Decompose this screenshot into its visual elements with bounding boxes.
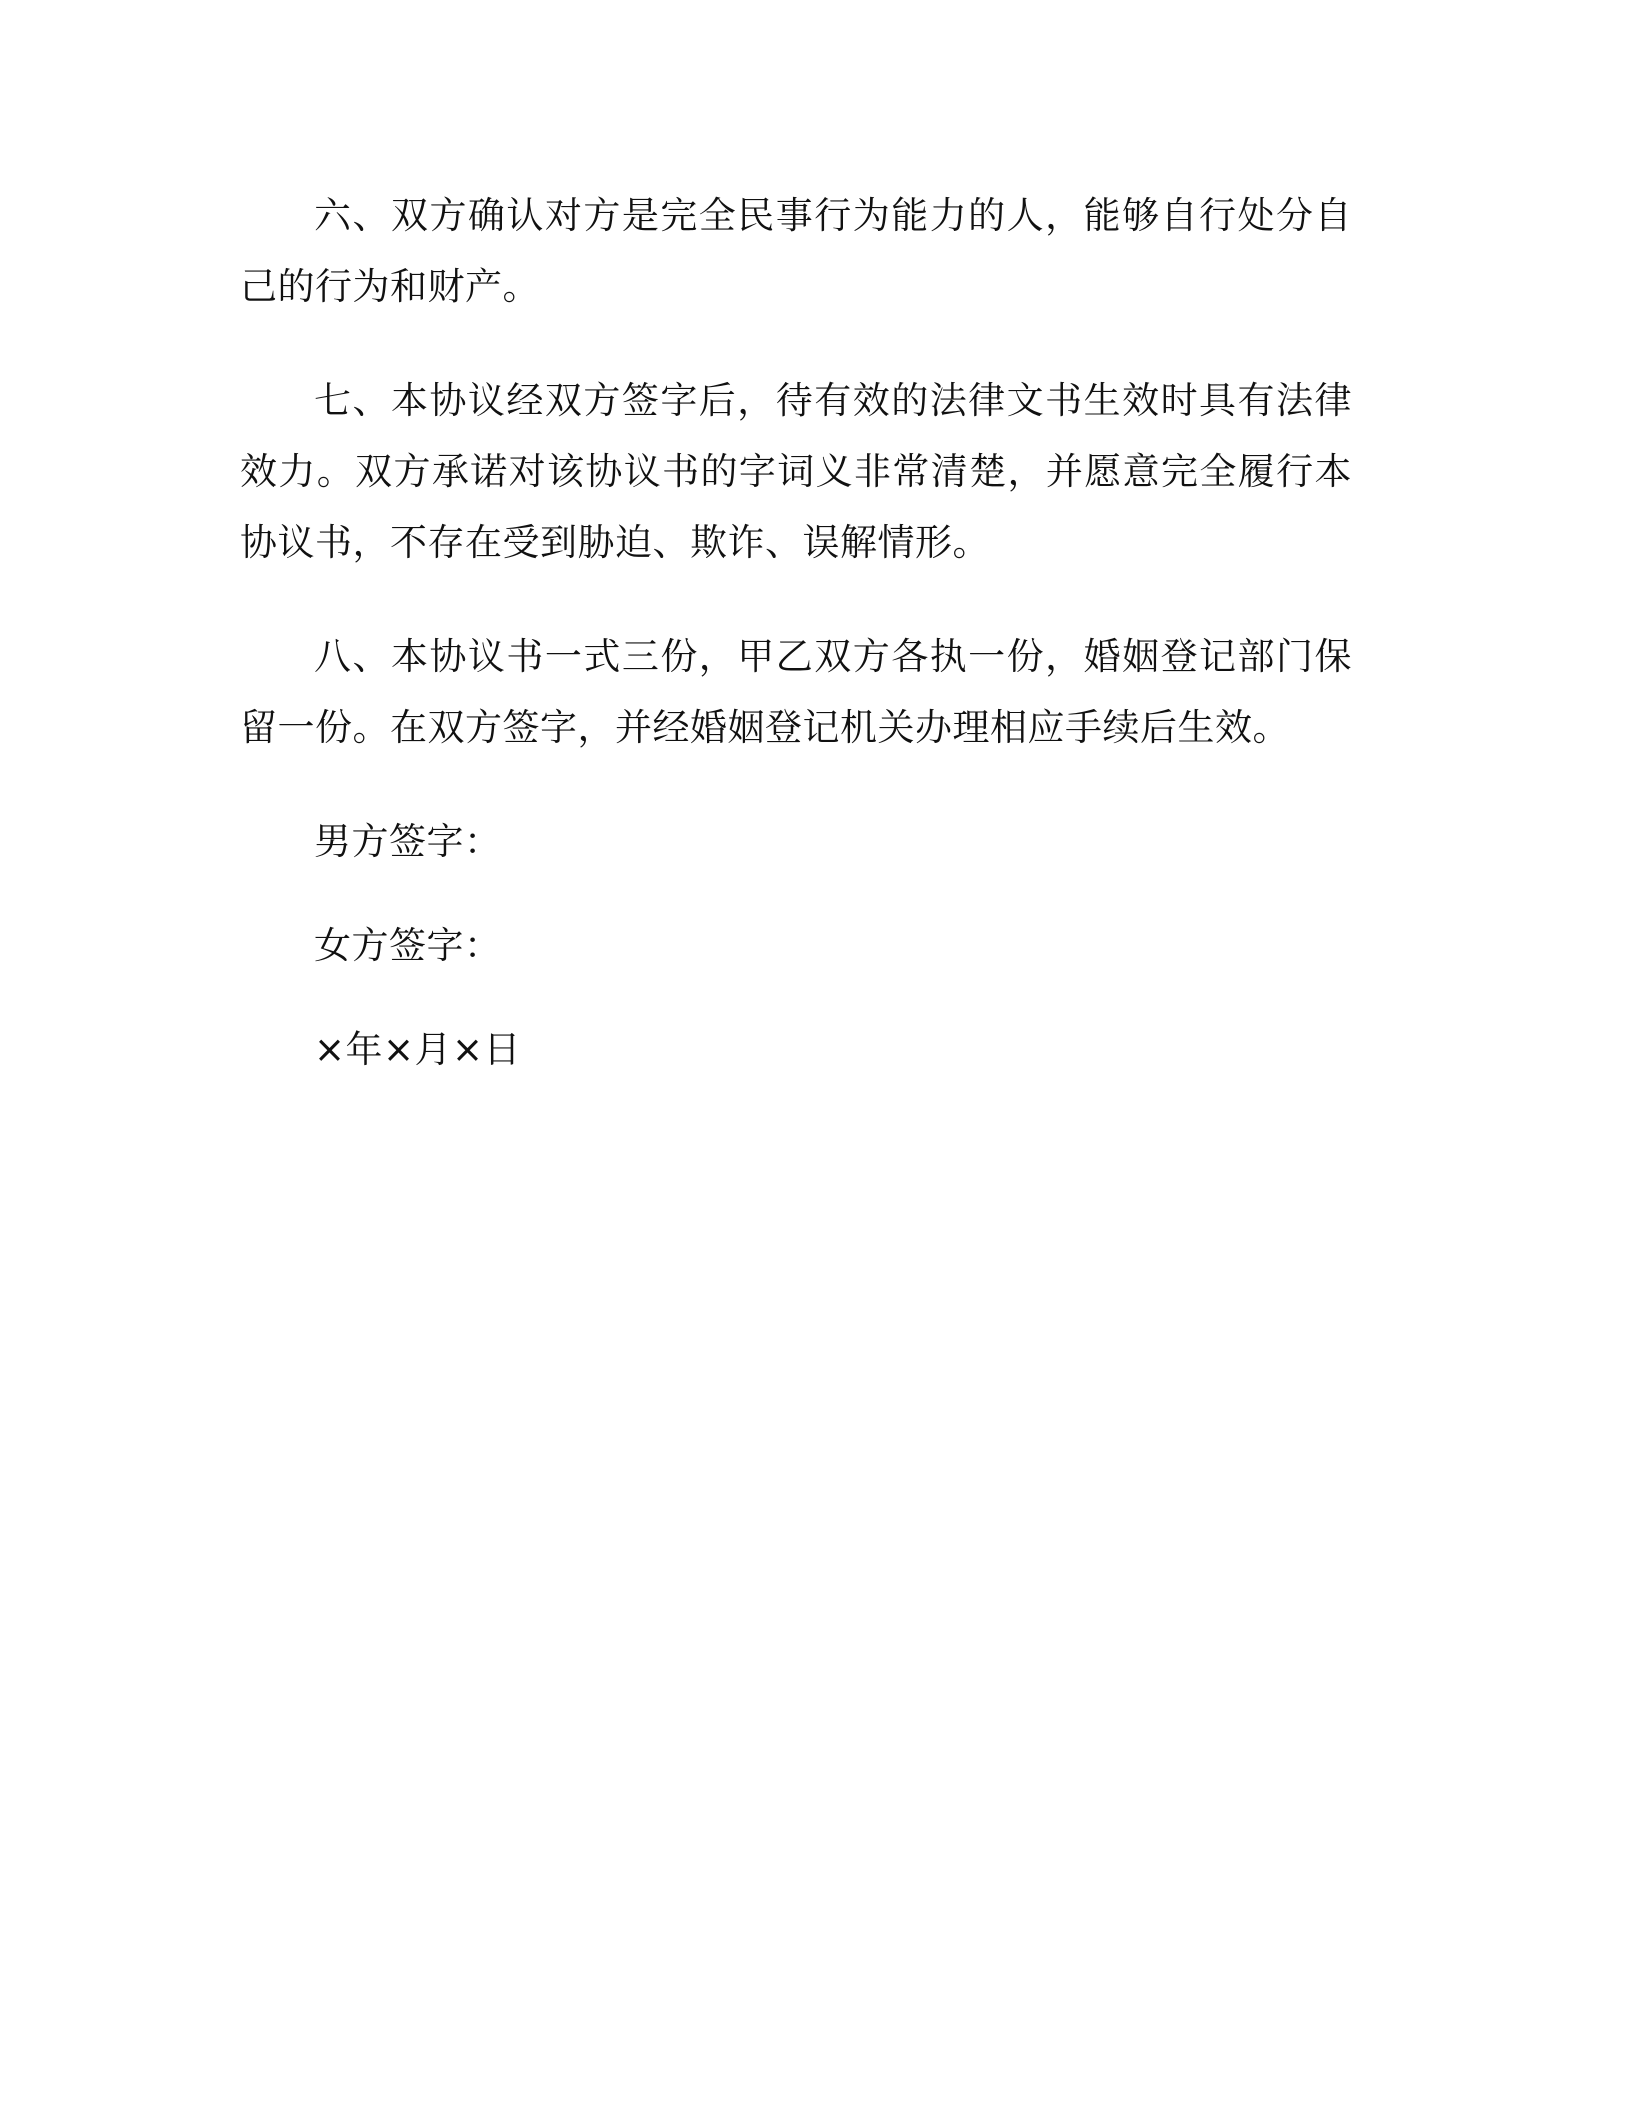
signing-date: ×年×月×日 (314, 1028, 522, 1071)
female-signature-label: 女方签字： (314, 924, 502, 967)
clause-7: 七、本协议经双方签字后，待有效的法律文书生效时具有法律效力。双方承诺对该协议书的字词义非常清楚，并愿意完全履行本协议书，不存在受到胁迫、欺诈、误解情形。 (240, 379, 1352, 564)
male-signature-label: 男方签字： (314, 820, 502, 863)
clause-6: 六、双方确认对方是完全民事行为能力的人，能够自行处分自己的行为和财产。 (240, 194, 1352, 308)
clause-8: 八、本协议书一式三份，甲乙双方各执一份，婚姻登记部门保留一份。在双方签字，并经婚姻登记机关办理相应手续后生效。 (240, 635, 1352, 749)
document-page (240, 180, 1352, 1118)
